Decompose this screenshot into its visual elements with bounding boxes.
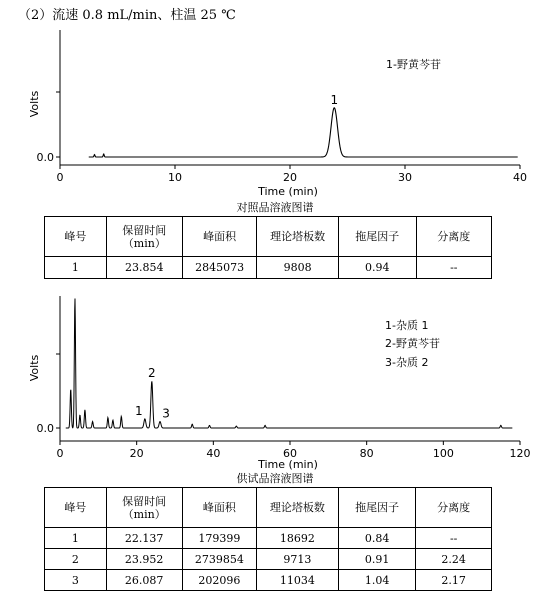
x-tick-label: 40	[206, 447, 221, 460]
cell-retention-time: 26.087	[106, 570, 182, 591]
header-peak-no: 峰号	[45, 488, 107, 528]
header-peak-area: 峰面积	[182, 217, 256, 257]
header-retention-unit: （min）	[122, 236, 166, 250]
legend-entry: 3-杂质 2	[385, 356, 429, 369]
sample-caption: 供试品溶液图谱	[236, 472, 314, 485]
peak-label: 1	[135, 403, 143, 418]
header-retention-time	[106, 217, 182, 257]
y-tick-label: 0.0	[36, 151, 54, 164]
x-tick-label: 0	[56, 447, 64, 460]
chart-axes	[56, 296, 520, 445]
x-tick-label: 0	[56, 171, 64, 184]
header-plate-count: 理论塔板数	[257, 488, 339, 528]
header-peak-area: 峰面积	[182, 488, 256, 528]
header-retention-label: 保留时间	[122, 223, 167, 237]
x-tick-label: 80	[359, 447, 374, 460]
legend-entry: 1-野黄芩苷	[386, 58, 441, 71]
table-row	[45, 257, 492, 279]
chromatogram-trace	[66, 298, 513, 428]
chart-axes	[56, 30, 520, 169]
cell-retention-time: 23.854	[106, 257, 182, 279]
cell-peak-area: 2739854	[182, 549, 256, 570]
cell-resolution: --	[416, 257, 491, 279]
header-tailing-factor: 拖尾因子	[338, 488, 416, 528]
peak-label: 2	[147, 366, 156, 381]
table-row	[45, 570, 492, 591]
header-tailing-factor: 拖尾因子	[338, 217, 416, 257]
cell-tailing-factor: 1.04	[338, 570, 416, 591]
header-peak-no: 峰号	[45, 217, 107, 257]
header-resolution: 分离度	[416, 488, 492, 528]
header-retention-unit: （min）	[122, 507, 166, 521]
cell-plate-count: 18692	[257, 528, 339, 549]
cell-peak-area: 2845073	[182, 257, 256, 279]
chromatogram-trace	[89, 108, 518, 157]
x-tick-label: 20	[129, 447, 144, 460]
y-axis-label: Volts	[28, 354, 41, 382]
header-retention-label: 保留时间	[122, 494, 167, 508]
cell-tailing-factor: 0.94	[338, 257, 416, 279]
sample-results-table	[44, 487, 492, 591]
cell-peak-no: 2	[45, 549, 107, 570]
y-tick-label: 0.0	[36, 422, 54, 435]
table-row	[45, 549, 492, 570]
x-axis-label: Time (min)	[258, 185, 318, 198]
y-axis-label: Volts	[28, 90, 41, 118]
cell-plate-count: 9808	[257, 257, 339, 279]
reference-chromatogram	[0, 0, 550, 200]
table-header-row	[45, 217, 492, 257]
cell-plate-count: 9713	[257, 549, 339, 570]
x-tick-label: 40	[513, 171, 527, 184]
section-heading: （2）流速 0.8 mL/min、柱温 25 ℃	[18, 8, 236, 23]
x-tick-label: 20	[283, 171, 297, 184]
cell-resolution: 2.24	[416, 549, 492, 570]
peak-label: 1	[330, 92, 339, 107]
cell-resolution: --	[416, 528, 492, 549]
x-tick-label: 10	[168, 171, 182, 184]
cell-peak-area: 202096	[182, 570, 256, 591]
cell-resolution: 2.17	[416, 570, 492, 591]
cell-peak-area: 179399	[182, 528, 256, 549]
cell-peak-no: 1	[45, 528, 107, 549]
x-tick-label: 30	[398, 171, 412, 184]
header-plate-count: 理论塔板数	[257, 217, 339, 257]
legend-entry: 1-杂质 1	[385, 319, 429, 332]
cell-tailing-factor: 0.91	[338, 549, 416, 570]
peak-label: 3	[162, 406, 170, 421]
legend-entry: 2-野黄芩苷	[385, 337, 440, 350]
header-retention-time	[106, 488, 182, 528]
reference-caption: 对照品溶液图谱	[236, 201, 314, 214]
cell-tailing-factor: 0.84	[338, 528, 416, 549]
cell-retention-time: 23.952	[106, 549, 182, 570]
table-row	[45, 528, 492, 549]
reference-results-table	[44, 216, 492, 279]
x-tick-label: 120	[509, 447, 531, 460]
x-axis-label: Time (min)	[258, 458, 318, 471]
cell-peak-no: 1	[45, 257, 107, 279]
cell-retention-time: 22.137	[106, 528, 182, 549]
header-resolution: 分离度	[416, 217, 491, 257]
x-tick-label: 60	[283, 447, 297, 460]
table-header-row	[45, 488, 492, 528]
cell-plate-count: 11034	[257, 570, 339, 591]
x-tick-label: 100	[432, 447, 454, 460]
sample-chromatogram	[0, 288, 550, 474]
cell-peak-no: 3	[45, 570, 107, 591]
